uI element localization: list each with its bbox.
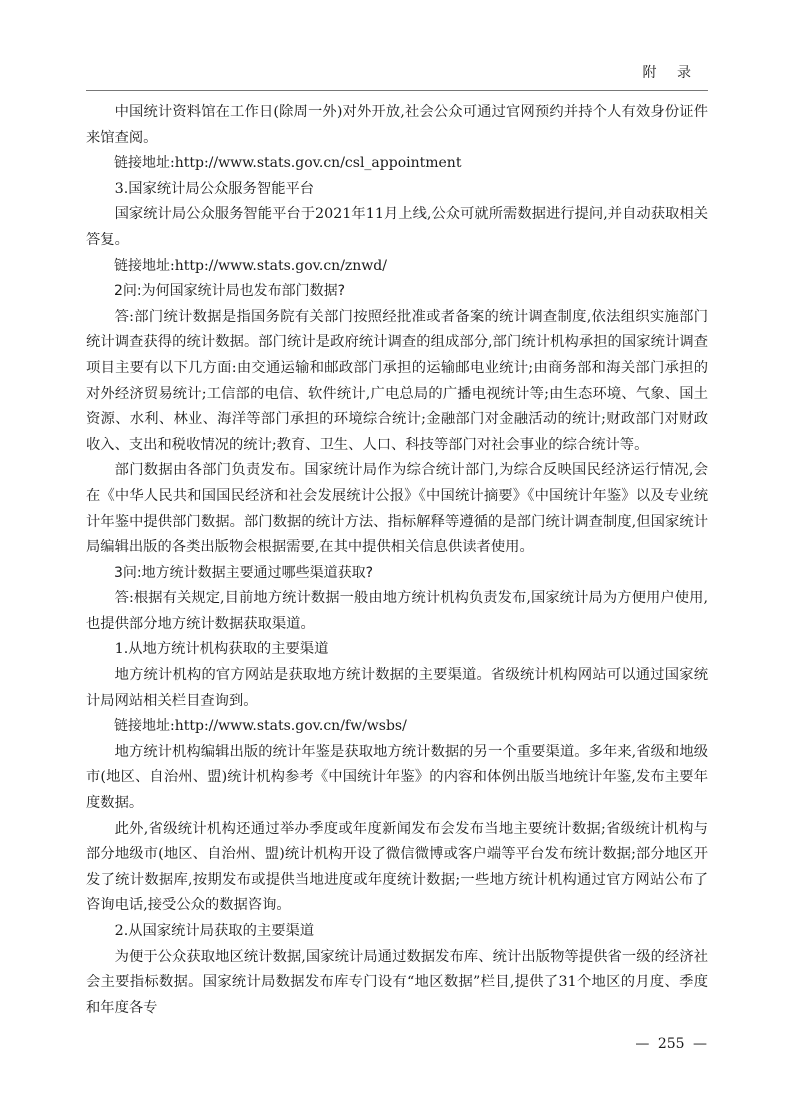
paragraph: 答:根据有关规定,目前地方统计数据一般由地方统计机构负责发布,国家统计局为方便用户使用,也提供部分地方统计数据获取渠道。 (86, 590, 708, 632)
page-number: — 255 — (635, 1036, 707, 1052)
paragraph: 2.从国家统计局获取的主要渠道 (114, 923, 315, 939)
paragraph: 此外,省级统计机构还通过举办季度或年度新闻发布会发布当地主要统计数据;省级统计机构与部分地级市(地区、自治州、盟)统计机构开设了微信微博或客户端等平台发布统计数据;部分地区开发了统计数据库,按期发布或提供当地进度或年度统计数据;一些地方统计机构通过官方网站公布了咨询电话,接受公众的数据咨询。 (86, 820, 708, 914)
link-address: 链接地址:http://www.stats.gov.cn/csl_appointment (114, 155, 462, 172)
question-heading: 2问:为何国家统计局也发布部门数据? (114, 283, 346, 300)
link-address: 链接地址:http://www.stats.gov.cn/znwd/ (114, 257, 387, 274)
header-divider (86, 90, 708, 91)
paragraph: 为便于公众获取地区统计数据,国家统计局通过数据发布库、统计出版物等提供省一级的经济社会主要指标数据。国家统计局数据发布库专门设有“地区数据”栏目,提供了31个地区的月度、季度和年度各专 (86, 948, 708, 1016)
paragraph: 地方统计机构编辑出版的统计年鉴是获取地方统计数据的另一个重要渠道。多年来,省级和地级市(地区、自治州、盟)统计机构参考《中国统计年鉴》的内容和体例出版当地统计年鉴,发布主要年度数据。 (86, 743, 708, 812)
page-body (86, 100, 708, 1021)
question-heading: 3问:地方统计数据主要通过哪些渠道获取? (114, 564, 374, 581)
paragraph: 国家统计局公众服务智能平台于2021年11月上线,公众可就所需数据进行提问,并自动获取相关答复。 (86, 206, 708, 248)
running-header: 附 录 (642, 65, 699, 81)
link-address: 链接地址:http://www.stats.gov.cn/fw/wsbs/ (114, 718, 407, 735)
paragraph: 地方统计机构的官方网站是获取地方统计数据的主要渠道。省级统计机构网站可以通过国家统计局网站相关栏目查询到。 (86, 667, 708, 709)
paragraph: 1.从地方统计机构获取的主要渠道 (114, 641, 329, 658)
paragraph: 部门数据由各部门负责发布。国家统计局作为综合统计部门,为综合反映国民经济运行情况,会在《中华人民共和国国民经济和社会发展统计公报》《中国统计摘要》《中国统计年鉴》以及专业统计年鉴中提供部门数据。部门数据的统计方法、指标解释等遵循的是部门统计调查制度,但国家统计局编辑出版的各类出版物会根据需要,在其中提供相关信息供读者使用。 (86, 462, 708, 556)
paragraph: 答:部门统计数据是指国务院有关部门按照经批准或者备案的统计调查制度,依法组织实施部门统计调查获得的统计数据。部门统计是政府统计调查的组成部分,部门统计机构承担的国家统计调查项目主要有以下几方面:由交通运输和邮政部门承担的运输邮电业统计;由商务部和海关部门承担的对外经济贸易统计;工信部的电信、软件统计,广电总局的广播电视统计等;由生态环境、气象、国土资源、水利、林业、海洋等部门承担的环境综合统计;金融部门对金融活动的统计;财政部门对财政收入、支出和税收情况的统计;教育、卫生、人口、科技等部门对社会事业的综合统计等。 (86, 308, 708, 453)
paragraph: 中国统计资料馆在工作日(除周一外)对外开放,社会公众可通过官网预约并持个人有效身份证件来馆查阅。 (86, 104, 708, 146)
paragraph: 3.国家统计局公众服务智能平台 (114, 180, 315, 197)
